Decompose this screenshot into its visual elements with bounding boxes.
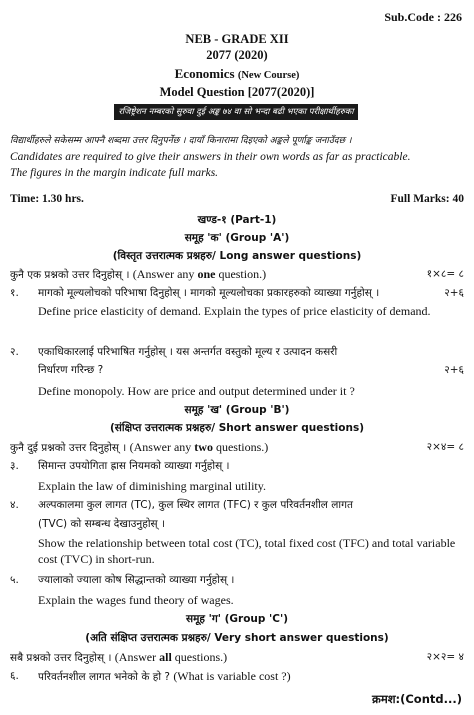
full-marks: Full Marks: 40 [390,193,464,205]
q1-nepali [38,286,464,300]
group-a-instruction-en [133,267,266,281]
group-c-title: समूह 'ग' (Group 'C') [186,613,288,625]
time-allowed: Time: 1.30 hrs. [10,193,84,205]
part-title: खण्ड-१ (Part-1) [197,214,277,226]
q2-marks: २+६ [444,364,464,376]
instruction-english-2: The figures in the margin indicate full marks. [10,167,219,179]
subject-code: Sub.Code : 226 [384,10,462,24]
model-question-title: Model Question [2077(2020)] [159,85,315,99]
q1-marks: २+६ [444,287,464,299]
group-b-instruction-en-pre: (Answer any [129,440,195,454]
group-b-instruction-en [130,440,269,454]
group-c-instruction-en [115,650,227,664]
q1-english: Define price elasticity of demand. Explain the types of price elasticity of demand. [38,304,431,318]
q6-nepali: परिवर्तनशील लागत भनेको के हो ? [38,671,170,683]
instruction-english-1: Candidates are required to give their answers in their own words as far as practicable. [10,151,411,163]
group-a-instruction-np: कुनै एक प्रश्नको उत्तर दिनुहोस् । [10,269,130,281]
q2-nepali-line-2-text: निर्धारण गरिन्छ ? [38,364,104,376]
q4-nepali-line-1: अल्पकालमा कुल लागत (TC), कुल स्थिर लागत (TFC) र कुल परिवर्तनशील लागत [38,499,353,511]
q5-nepali: ज्यालाको ज्याला कोष सिद्धान्तको व्याख्या गर्नुहोस् । [38,574,235,586]
q6-question [38,669,464,684]
q2-nepali-line-2 [38,363,464,377]
group-a-title: समूह 'क' (Group 'A') [184,232,290,244]
group-a-subtitle: (विस्तृत उत्तरात्मक प्रश्नहरु/ Long answer questions) [112,250,362,262]
time-marks-row [10,193,464,205]
q1-nepali-text: मागको मूल्यलोचको परिभाषा दिनुहोस् । मागको मूल्यलोचका प्रकारहरुको व्याख्या गर्नुहोस् । [38,287,380,299]
q5-english: Explain the wages fund theory of wages. [38,593,234,607]
q3-number: ३. [10,460,19,472]
group-a-instruction-en-pre: (Answer any [132,267,198,281]
group-c-instruction-np: सबै प्रश्नको उत्तर दिनुहोस् । [10,652,112,664]
group-b-title: समूह 'ख' (Group 'B') [184,404,290,416]
group-c-marks: २×२= ४ [426,651,464,663]
q4-nepali-line-2: (TVC) को सम्बन्ध देखाउनुहोस् । [38,518,165,530]
group-c-instruction [10,650,464,665]
course-type: (New Course) [237,70,300,81]
q2-nepali-line-1: एकाधिकारलाई परिभाषित गर्नुहोस् । यस अन्तर्गत वस्तुको मूल्य र उत्पादन कसरी [38,346,338,358]
q6-number: ६. [10,670,19,682]
continued-label: क्रमश:(Contd...) [371,692,462,706]
q2-number: २. [10,346,19,358]
q1-number: १. [10,287,19,299]
group-b-subtitle: (संक्षिप्त उत्तरात्मक प्रश्नहरु/ Short answer questions) [109,422,365,434]
q2-english: Define monopoly. How are price and output determined under it ? [38,384,355,398]
group-c-instruction-en-post: questions.) [171,650,228,664]
group-b-instruction-en-bold: two [194,440,213,454]
q4-english: Show the relationship between total cost (TC), total fixed cost (TFC) and total variable cost (TVC) in short-run. [38,536,456,566]
group-b-instruction-en-post: questions.) [212,440,269,454]
registration-note: रजिष्ट्रेशन नम्बरको सुरुवा दुई अङ्क ७४ वा सो भन्दा बढी भएका परीक्षार्थीहरुका लागि [114,104,358,120]
q5-number: ५. [10,574,19,586]
board-title: NEB - GRADE XII [185,32,289,46]
group-c-instruction-en-bold: all [159,650,172,664]
subject-title [0,66,474,82]
group-b-instruction-np: कुनै दुई प्रश्नको उत्तर दिनुहोस् । [10,442,127,454]
subject-name: Economics [174,66,235,81]
q6-english: (What is variable cost ?) [173,669,291,683]
group-c-subtitle: (अति संक्षिप्त उत्तरात्मक प्रश्नहरु/ Very short answer questions) [85,632,389,644]
group-a-instruction-en-post: question.) [215,267,267,281]
group-a-instruction-en-bold: one [197,267,216,281]
group-b-instruction [10,440,464,455]
instruction-nepali: विद्यार्थीहरुले सकेसम्म आफ्नै शब्दमा उत्तर दिनुपर्नेछ । दायाँ किनारामा दिइएको अङ्कले पूर्णाङ्क जनाउँदछ । [10,135,352,146]
group-c-instruction-en-pre: (Answer [114,650,160,664]
q4-number: ४. [10,499,19,511]
q3-english: Explain the law of diminishing marginal utility. [38,479,266,493]
q3-nepali: सिमान्त उपयोगिता ह्रास नियमको व्याख्या गर्नुहोस् । [38,460,230,472]
exam-year: 2077 (2020) [206,48,268,62]
group-b-marks: २×४= ८ [426,441,464,453]
group-a-instruction [10,267,464,282]
group-a-marks: १×८= ८ [426,268,464,280]
